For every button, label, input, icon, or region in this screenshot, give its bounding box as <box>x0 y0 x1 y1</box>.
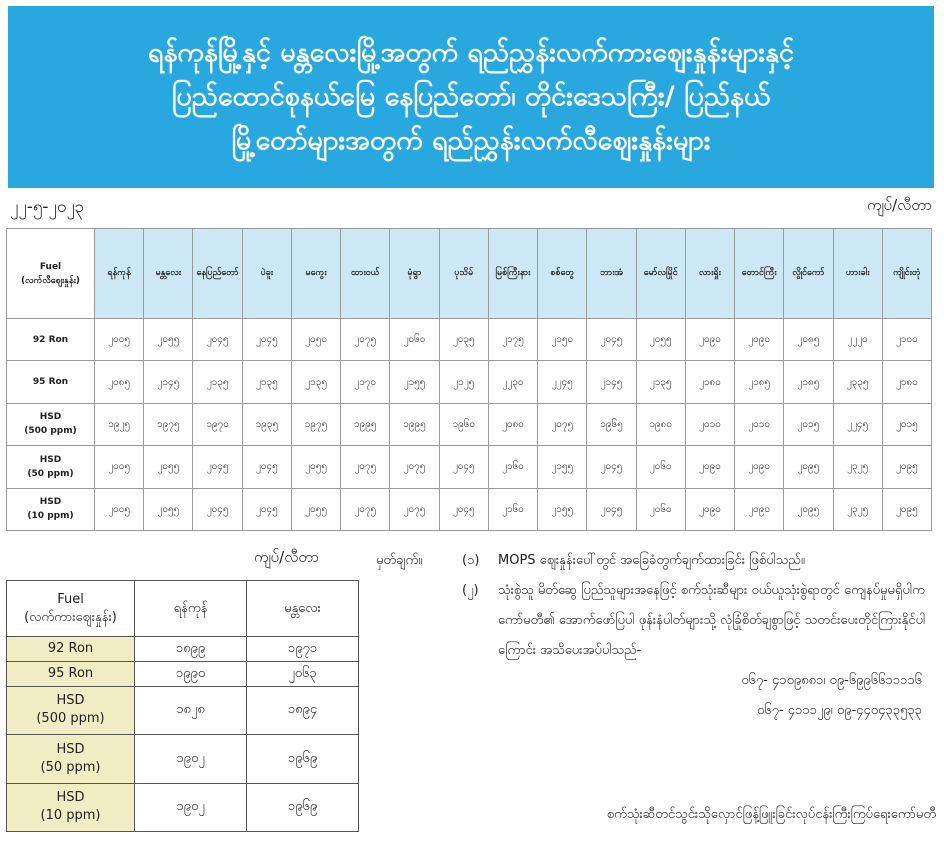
fuel-header-sublabel: (လက်ကားဈေးနှုန်း) <box>24 609 117 625</box>
wholesale-fuel-type <box>7 661 135 686</box>
retail-price-cell: ၂၁၂၅ <box>439 361 488 403</box>
retail-price-cell: ၂၀၅၅ <box>291 446 340 488</box>
retail-price-cell: ၂၀၇၅ <box>538 403 587 445</box>
retail-price-cell: ၂၀၉၅ <box>882 446 931 488</box>
wholesale-fuel-header <box>7 581 135 637</box>
retail-city-header: မန္တလေး <box>144 229 193 319</box>
retail-price-cell: ၂၁၄၅ <box>144 361 193 403</box>
fuel-header-label: Fuel <box>39 261 62 272</box>
retail-price-cell: ၂၃၂၅ <box>833 488 882 530</box>
retail-city-header: နေပြည်တော် <box>193 229 242 319</box>
retail-fuel-header <box>7 229 95 319</box>
retail-fuel-type <box>7 488 95 530</box>
phone-numbers-2: ၀၆၇- ၄၁၁၁၂၉၊ ၀၉-၄၄၀၄၃၃၅၃၃ <box>756 703 922 718</box>
fuel-type-label: (50 ppm) <box>27 468 74 479</box>
retail-price-cell: ၂၁၈၅ <box>735 361 784 403</box>
wholesale-row <box>7 686 359 734</box>
retail-city-header: မုံရွာ <box>390 229 439 319</box>
retail-price-cell: ၂၁၀၀ <box>882 319 931 361</box>
retail-price-cell: ၂၁၈၅ <box>784 361 833 403</box>
wholesale-fuel-type <box>7 637 135 662</box>
retail-price-cell: ၂၀၄၅ <box>242 319 291 361</box>
retail-price-cell: ၂၀၅၅ <box>291 488 340 530</box>
retail-row <box>7 446 932 488</box>
retail-price-cell: ၂၀၇၅ <box>341 446 390 488</box>
retail-price-cell: ၂၃၃၅ <box>833 361 882 403</box>
title-banner <box>8 6 934 188</box>
wholesale-row <box>7 637 359 662</box>
wholesale-price-table <box>6 580 359 832</box>
retail-price-cell: ၁၉၉၅ <box>341 403 390 445</box>
retail-price-cell: ၂၁၃၅ <box>291 361 340 403</box>
wholesale-price-cell: ၁၈၂၈ <box>135 686 247 734</box>
retail-price-cell: ၂၀၄၅ <box>242 446 291 488</box>
notes-section <box>376 546 936 726</box>
retail-price-cell: ၂၀၀၅ <box>95 488 144 530</box>
fuel-type-label: 92 Ron <box>47 640 94 656</box>
retail-price-cell: ၂၀၃၅ <box>439 319 488 361</box>
retail-price-cell: ၂၁၇၅ <box>488 319 537 361</box>
retail-price-cell: ၂၀၉၅ <box>784 488 833 530</box>
retail-price-cell: ၂၀၄၅ <box>587 488 636 530</box>
retail-city-header: ပုသိမ် <box>439 229 488 319</box>
retail-price-cell: ၂၀၉၀ <box>685 446 734 488</box>
retail-price-cell: ၂၂၄၅ <box>833 403 882 445</box>
wholesale-price-cell: ၁၉၆၉ <box>247 735 359 783</box>
retail-city-header: မကွေး <box>291 229 340 319</box>
fuel-type-label: HSD <box>56 741 85 757</box>
title-line-3: မြို့တော်များအတွက် ရည်ညွှန်းလက်လီဈေးနှုန်းများ <box>231 125 711 156</box>
wholesale-price-cell: ၁၉၆၉ <box>247 783 359 831</box>
fuel-type-label: (500 ppm) <box>36 711 105 727</box>
retail-price-cell: ၂၀၄၅ <box>242 488 291 530</box>
wholesale-price-cell: ၁၉၀၂ <box>135 735 247 783</box>
wholesale-row <box>7 735 359 783</box>
retail-price-cell: ၂၀၀၅ <box>95 319 144 361</box>
fuel-type-label: 95 Ron <box>32 377 69 388</box>
retail-price-cell: ၂၀၇၅ <box>341 488 390 530</box>
retail-price-cell: ၂၀၅၅ <box>144 319 193 361</box>
retail-price-cell: ၂၀၉၀ <box>735 446 784 488</box>
retail-price-cell: ၂၀၈၅ <box>784 319 833 361</box>
unit-label-wholesale: ကျပ်/လီတာ <box>254 548 320 566</box>
retail-price-cell: ၁၉၉၅ <box>390 403 439 445</box>
retail-row <box>7 488 932 530</box>
retail-city-header: လွိုင်ကော် <box>784 229 833 319</box>
wholesale-fuel-type <box>7 735 135 783</box>
wholesale-price-cell: ၁၉၉၀ <box>135 661 247 686</box>
retail-city-header: မော်လမြိုင် <box>636 229 685 319</box>
fuel-header-sublabel: (လက်လီဈေးနှုန်း) <box>20 275 80 286</box>
retail-fuel-type <box>7 319 95 361</box>
fuel-type-label: (50 ppm) <box>40 759 101 775</box>
retail-price-cell: ၁၉၇၅ <box>291 403 340 445</box>
retail-price-cell: ၂၀၀၅ <box>95 446 144 488</box>
retail-fuel-type <box>7 361 95 403</box>
retail-price-cell: ၂၀၄၅ <box>193 319 242 361</box>
retail-city-header: ဘားအံ <box>587 229 636 319</box>
retail-city-header: ပဲခူး <box>242 229 291 319</box>
retail-price-cell: ၂၀၄၅ <box>193 488 242 530</box>
retail-price-cell: ၂၀၉၅ <box>882 488 931 530</box>
retail-price-cell: ၂၁၅၅ <box>390 361 439 403</box>
retail-price-cell: ၂၁၈၀ <box>685 361 734 403</box>
retail-price-cell: ၂၀၈၅ <box>95 361 144 403</box>
retail-city-header: လားရှိုး <box>685 229 734 319</box>
retail-price-cell: ၂၀၁၀ <box>685 403 734 445</box>
fuel-type-label: (10 ppm) <box>40 808 101 824</box>
retail-price-cell: ၂၂၄၅ <box>538 361 587 403</box>
retail-row <box>7 319 932 361</box>
retail-price-cell: ၂၀၅၅ <box>144 446 193 488</box>
retail-price-cell: ၁၉၇၅ <box>144 403 193 445</box>
retail-price-cell: ၂၁၆၀ <box>488 446 537 488</box>
retail-price-cell: ၂၀၄၅ <box>193 446 242 488</box>
retail-city-header: ကျိုင်းတုံ <box>882 229 931 319</box>
fuel-type-label: HSD <box>39 454 62 465</box>
fuel-type-label: (500 ppm) <box>24 426 77 437</box>
wholesale-price-cell: ၁၉၇၁ <box>247 637 359 662</box>
retail-price-cell: ၂၀၄၅ <box>587 319 636 361</box>
retail-city-header: စစ်တွေ <box>538 229 587 319</box>
retail-price-cell: ၂၁၃၅ <box>193 361 242 403</box>
retail-price-cell: ၂၁၃၅ <box>636 361 685 403</box>
retail-price-cell: ၁၉၆၀ <box>439 403 488 445</box>
retail-price-cell: ၂၀၉၀ <box>735 488 784 530</box>
note-number: (၁) <box>462 553 480 568</box>
wholesale-price-cell: ၁၈၉၉ <box>135 637 247 662</box>
retail-price-cell: ၁၉၇၀ <box>193 403 242 445</box>
retail-price-cell: ၁၉၂၅ <box>95 403 144 445</box>
retail-price-cell: ၂၀၅၅ <box>144 488 193 530</box>
retail-price-cell: ၂၃၂၅ <box>833 446 882 488</box>
wholesale-fuel-type <box>7 783 135 831</box>
retail-city-header: ရန်ကုန် <box>95 229 144 319</box>
retail-price-cell: ၂၀၉၅ <box>784 446 833 488</box>
retail-price-cell: ၂၁၄၅ <box>587 361 636 403</box>
retail-price-cell: ၂၀၁၅ <box>784 403 833 445</box>
wholesale-fuel-type <box>7 686 135 734</box>
wholesale-price-cell: ၂၀၆၃ <box>247 661 359 686</box>
fuel-type-label: 92 Ron <box>32 334 69 345</box>
retail-price-cell: ၂၁၇၀ <box>341 361 390 403</box>
title-line-1: ရန်ကုန်မြို့နှင့် မန္တလေးမြို့အတွက် ရည်ညွှန်းလက်ကားဈေးနှုန်းများနှင့် <box>147 37 795 68</box>
note-item <box>376 576 936 666</box>
retail-price-cell: ၂၁၃၅ <box>242 361 291 403</box>
note-text: MOPS ဈေးနှုန်းပေါ်တွင် အခြေခံတွက်ချက်ထားခြင်း ဖြစ်ပါသည်။ <box>498 553 805 568</box>
retail-price-cell: ၂၀၄၅ <box>439 488 488 530</box>
retail-city-header: မြစ်ကြီးနား <box>488 229 537 319</box>
retail-price-cell: ၂၀၆၀ <box>636 488 685 530</box>
retail-price-cell: ၂၀၇၅ <box>390 446 439 488</box>
wholesale-city-header: မန္တလေး <box>247 581 359 637</box>
fuel-type-label: HSD <box>56 790 85 806</box>
retail-city-header: ထားဝယ် <box>341 229 390 319</box>
retail-price-cell: ၂၁၅၀ <box>538 319 587 361</box>
retail-price-cell: ၂၁၅၅ <box>538 446 587 488</box>
note-text: သုံးစွဲသူ မိတ်ဆွေ ပြည်သူများအနေဖြင့် စက်သုံးဆီများ ဝယ်ယူသုံးစွဲရာတွင် ကျေနပ်မှုမရှိပါက ကော်မတီ၏ အောက်ဖော်ပြပါ ဖုန်းနံပါတ်များသို့ လုံခြုံစိတ်ချစွာဖြင့် သတင်းပေးတိုင်ကြားနိုင်ပါကြောင်း အသိပေးအပ်ပါသည်- <box>498 583 926 658</box>
wholesale-price-cell: ၁၉၀၂ <box>135 783 247 831</box>
note-item <box>376 546 936 576</box>
retail-city-header: တောင်ကြီး <box>735 229 784 319</box>
retail-price-cell: ၂၂၂၀ <box>833 319 882 361</box>
retail-price-cell: ၂၀၄၅ <box>587 446 636 488</box>
title-line-2: ပြည်ထောင်စုနယ်မြေ နေပြည်တော်၊ တိုင်းဒေသကြီး/ ပြည်နယ် <box>171 81 771 112</box>
fuel-header-label: Fuel <box>57 591 84 607</box>
wholesale-row <box>7 661 359 686</box>
fuel-type-label: HSD <box>56 693 85 709</box>
wholesale-price-cell: ၁၈၉၄ <box>247 686 359 734</box>
fuel-type-label: 95 Ron <box>47 665 94 681</box>
retail-row <box>7 361 932 403</box>
retail-price-cell: ၁၉၈၀ <box>636 403 685 445</box>
wholesale-row <box>7 783 359 831</box>
retail-price-table <box>6 228 932 531</box>
fuel-type-label: HSD <box>39 412 62 423</box>
retail-price-cell: ၂၁၆၀ <box>488 488 537 530</box>
retail-price-cell: ၂၀၁၀ <box>735 403 784 445</box>
retail-price-cell: ၂၀၅၀ <box>291 319 340 361</box>
retail-price-cell: ၁၉၆၅ <box>587 403 636 445</box>
retail-price-cell: ၂၀၇၅ <box>390 488 439 530</box>
retail-price-cell: ၂၁၈၀ <box>882 361 931 403</box>
retail-price-cell: ၂၂၃၀ <box>488 361 537 403</box>
retail-city-header: ဟားခါး <box>833 229 882 319</box>
retail-fuel-type <box>7 446 95 488</box>
wholesale-city-header: ရန်ကုန် <box>135 581 247 637</box>
retail-price-cell: ၂၀၇၅ <box>341 319 390 361</box>
phone-numbers-1: ၀၆၇- ၄၁၀၉၈၈၁၊ ၀၉-၆၉၉၆၆၁၁၁၁၆ <box>741 673 922 688</box>
retail-price-cell: ၂၀၆၀ <box>390 319 439 361</box>
notes-label: မှတ်ချက်။ <box>376 553 423 568</box>
retail-price-cell: ၂၀၅၅ <box>636 319 685 361</box>
department-name: စက်သုံးဆီတင်သွင်းသိုလှောင်ဖြန့်ဖြူးခြင်းလုပ်ငန်းကြီးကြပ်ရေးကော်မတီ <box>606 807 936 822</box>
publish-date: ၂၂-၅-၂၀၂၃ <box>10 197 85 217</box>
fuel-type-label: (10 ppm) <box>27 511 74 522</box>
retail-price-cell: ၂၀၉၀ <box>735 319 784 361</box>
retail-price-cell: ၂၀၉၀ <box>685 319 734 361</box>
note-number: (၂) <box>462 583 479 598</box>
retail-row <box>7 403 932 445</box>
retail-price-cell: ၂၀၈၀ <box>488 403 537 445</box>
retail-price-cell: ၂၀၁၅ <box>882 403 931 445</box>
retail-price-cell: ၁၉၃၅ <box>242 403 291 445</box>
retail-fuel-type <box>7 403 95 445</box>
retail-price-cell: ၂၀၆၀ <box>636 446 685 488</box>
retail-price-cell: ၂၀၄၅ <box>439 446 488 488</box>
unit-label-top: ကျပ်/လီတာ <box>866 196 932 214</box>
fuel-type-label: HSD <box>39 497 62 508</box>
retail-price-cell: ၂၀၉၀ <box>685 488 734 530</box>
retail-price-cell: ၂၁၅၅ <box>538 488 587 530</box>
